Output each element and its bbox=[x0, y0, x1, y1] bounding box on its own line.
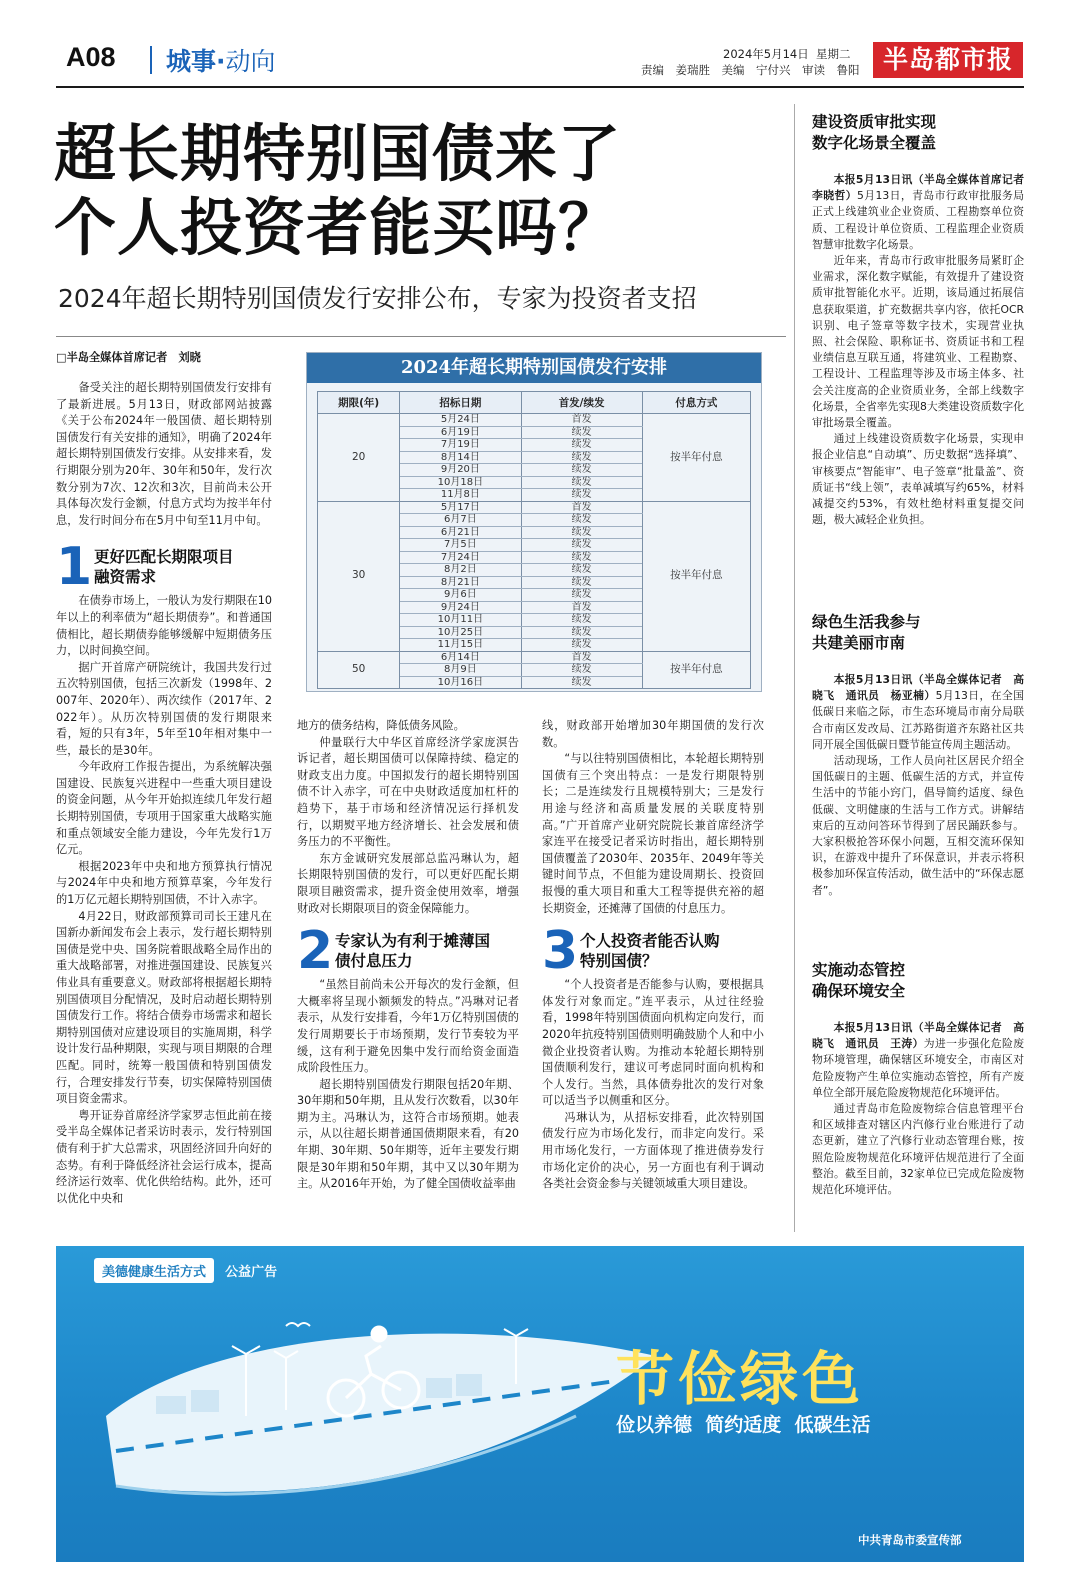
date-cell: 8月2日 bbox=[400, 564, 521, 577]
table-row bbox=[318, 414, 751, 427]
date-cell: 9月20日 bbox=[400, 464, 521, 477]
paragraph: 5月13日，在全国低碳日来临之际，市生态环境局市南分局联合市南区发改局、江苏路街道齐东路社区共同开展全国低碳日暨节能宣传周主题活动。 bbox=[812, 689, 1025, 751]
issue-type-cell: 续发 bbox=[521, 476, 642, 489]
table-header-cell: 期限(年) bbox=[318, 392, 400, 414]
issuance-table-panel bbox=[306, 352, 762, 692]
paragraph: 根据2023年中央和地方预算执行情况与2024年中央和地方预算草案，今年发行的1万亿元超长期特别国债，不计入赤字。 bbox=[56, 859, 272, 907]
paragraph: 活动现场，工作人员向社区居民介绍全国低碳日的主题、低碳生活的方式，并宣传生活中的节能小窍门，倡导简约适度、绿色低碳、文明健康的生活与工作方式。讲解结束后的互动问答环节得到了居民踊跃参与。大家积极抢答环保小问题，互相交流环保知识，在游戏中提升了环保意识，并表示将积极参加环保宣传活动，做生活中的“环保志愿者”。 bbox=[812, 754, 1024, 897]
byline: □半岛全媒体首席记者 刘晓 bbox=[56, 351, 201, 364]
paragraph: 今年政府工作报告提出，为系统解决强国建设、民族复兴进程中一些重大项目建设的资金问题，从今年开始拟连续几年发行超长期特别国债，专项用于国家重大战略实施和重点领域安全能力建设，今年先发行1万亿元。 bbox=[56, 760, 272, 857]
news-brief-2 bbox=[812, 612, 1024, 930]
payment-cell: 按半年付息 bbox=[642, 501, 750, 651]
date-cell: 6月21日 bbox=[400, 526, 521, 539]
section-title: 更好匹配长期限项目融资需求 bbox=[94, 548, 234, 587]
date-cell: 9月6日 bbox=[400, 589, 521, 602]
date-cell: 7月5日 bbox=[400, 539, 521, 552]
section-number: 3 bbox=[542, 921, 579, 982]
intro-paragraph: 备受关注的超长期特别国债发行安排有了最新进展。5月13日，财政部网站披露《关于公布2024年一般国债、超长期特别国债发行有关安排的通知》，明确了2024年超长期特别国债发行安排。从安排来看，发行期限分别为20年、30年和50年，发行次数分别为7次、12次和3次，目前尚未公开具体每次发行金额，付息方式均为按半年付息，发行时间分布在5月中旬至11月中旬。 bbox=[56, 381, 272, 527]
date-cell: 5月24日 bbox=[400, 414, 521, 427]
date-cell: 11月15日 bbox=[400, 639, 521, 652]
brief-title: 数字化场景全覆盖 bbox=[812, 134, 937, 152]
brief-title: 实施动态管控 bbox=[812, 961, 906, 979]
paragraph: “与以往特别国债相比，本轮超长期特别国债有三个突出特点：一是发行期限特别长；二是连续发行且规模特别大；三是发行用途与经济和高质量发展的关联度特别高。”广开首席产业研究院院长兼首席经济学家连平在接受记者采访时指出，超长期特别国债覆盖了2030年、2035年、2049年等关键时间节点，不但能为建设周期长、投资回报慢的重大项目和重大工程等提供充裕的超长期资金，还摊薄了国债的付息压力。 bbox=[542, 752, 764, 915]
issue-type-cell: 续发 bbox=[521, 626, 642, 639]
section-sub: 动向 bbox=[225, 47, 276, 76]
paragraph: 通过上线建设资质数字化场景，实现申报企业信息“自动填”、历史数据“选择填”、审核要点“智能审”、电子签章“批量盖”、资质证书“线上领”，表单减填写约65%，材料减提交约53%，有效杜绝材料重复提交问题，极大减轻企业负担。 bbox=[812, 432, 1024, 527]
ad-slogan: 节俭绿色 bbox=[616, 1345, 865, 1413]
section-title: 个人投资者能否认购特别国债？ bbox=[580, 932, 720, 971]
issue-type-cell: 首发 bbox=[521, 414, 642, 427]
issue-type-cell: 续发 bbox=[521, 539, 642, 552]
table-row bbox=[318, 501, 751, 514]
issue-type-cell: 续发 bbox=[521, 451, 642, 464]
headline-rule bbox=[56, 336, 786, 337]
paragraph: 东方金诚研究发展部总监冯琳认为，超长期限特别国债的发行，可以更好匹配长期限项目融资需求，提升资金使用效率，增强财政对长期限项目的资金保障能力。 bbox=[297, 851, 519, 915]
paragraph: 近年来，青岛市行政审批服务局紧盯企业需求，深化数字赋能，有效提升了建设资质审批智能化水平。近期，该局通过拓展信息获取渠道，扩充数据共享内容，依托OCR识别、电子签章等数字技术，实现营业执照、社会保险、职称证书、资质证书和工程业绩信息互联互通，将建筑业、工程勘察、工程设计、工程监理等涉及市场主体多、社会关注度高的企业资质业务，全部上线数字化场景，全省率先实现8大类建设资质数字化审批场景全覆盖。 bbox=[812, 254, 1025, 430]
date-cell: 5月17日 bbox=[400, 501, 521, 514]
date-cell: 10月18日 bbox=[400, 476, 521, 489]
paragraph: 在债券市场上，一般认为发行期限在10年以上的利率债为“超长期债券”。和普通国债相比，超长期债券能够缓解中短期债务压力，以时间换空间。 bbox=[56, 594, 272, 658]
paragraph: 线，财政部开始增加30年期国债的发行次数。 bbox=[542, 719, 764, 749]
issue-type-cell: 续发 bbox=[521, 551, 642, 564]
section-number: 2 bbox=[297, 921, 334, 982]
date-cell: 8月14日 bbox=[400, 451, 521, 464]
term-cell: 30 bbox=[318, 501, 400, 651]
table-row bbox=[318, 651, 751, 664]
section-name: 城事 bbox=[166, 47, 217, 76]
ad-tag: 美德健康生活方式 bbox=[94, 1258, 214, 1283]
paragraph: 地方的债务结构，降低债务风险。 bbox=[297, 719, 465, 732]
header-rule bbox=[56, 86, 1024, 88]
paragraph: 冯琳认为，从招标安排看，此次特别国债发行应为市场化发行，而非定向发行。采用市场化发行，一方面体现了推进债券发行市场化定价的决心，另一方面也有利于调动各类社会资金参与关键领域重大项目建设。 bbox=[542, 1110, 764, 1191]
date-cell: 10月25日 bbox=[400, 626, 521, 639]
news-brief-1 bbox=[812, 112, 1035, 582]
brief-title: 共建美丽市南 bbox=[812, 634, 906, 652]
issue-type-cell: 续发 bbox=[521, 576, 642, 589]
table-header-cell: 付息方式 bbox=[642, 392, 750, 414]
issue-date: 2024年5月14日 bbox=[723, 47, 809, 61]
issue-weekday: 星期二 bbox=[816, 47, 851, 61]
table-header-cell: 招标日期 bbox=[400, 392, 521, 414]
paragraph: 4月22日，财政部预算司司长王建凡在国新办新闻发布会上表示，发行超长期特别国债是党中央、国务院着眼战略全局作出的重大战略部署，对推进强国建设、民族复兴伟业具有重要意义。财政部将根据超长期特别国债项目分配情况，及时启动超长期特别国债发行工作。将结合债券市场需求和超长期特别国债对应建设项目的实施周期，科学设计发行品种期限，实现与项目期限的合理匹配。同时，统筹一般国债和特别国债发行，合理安排发行节奏，切实保障特别国债项目资金需求。 bbox=[56, 909, 272, 1106]
brief-lead: 本报5月13日讯（半岛全媒体记者 高晓飞 通讯员 王涛） bbox=[812, 1021, 1024, 1051]
section-number: 1 bbox=[56, 537, 93, 598]
brief-title: 绿色生活我参与 bbox=[812, 613, 921, 631]
date-cell: 6月19日 bbox=[400, 426, 521, 439]
issue-type-cell: 首发 bbox=[521, 651, 642, 664]
paragraph: 据广开首席产研院统计，我国共发行过五次特别国债，包括三次新发（1998年、2007年、2020年）、两次续作（2017年、2022年）。从历次特别国债的发行期限来看，短的只有3年，5年至10年相对集中一些，最长的是30年。 bbox=[56, 660, 272, 757]
issue-type-cell: 续发 bbox=[521, 426, 642, 439]
page-header bbox=[0, 0, 1080, 90]
newspaper-logo: 半岛都市报 bbox=[873, 42, 1023, 78]
subheadline: 2024年超长期特别国债发行安排公布，专家为投资者支招 bbox=[58, 284, 697, 313]
date-cell: 6月7日 bbox=[400, 514, 521, 527]
issue-type-cell: 续发 bbox=[521, 589, 642, 602]
page-number: A08 bbox=[66, 42, 116, 72]
sidebar-divider bbox=[794, 104, 795, 1232]
news-brief-3 bbox=[812, 960, 1024, 1240]
section-2-heading bbox=[297, 921, 519, 982]
ad-sponsor: 中共青岛市委宣传部 bbox=[858, 1533, 962, 1547]
date-cell: 8月21日 bbox=[400, 576, 521, 589]
payment-cell: 按半年付息 bbox=[642, 651, 750, 689]
brief-lead: 本报5月13日讯（半岛全媒体首席记者 李晓哲） bbox=[812, 173, 1035, 203]
date-cell: 9月24日 bbox=[400, 601, 521, 614]
date-cell: 10月11日 bbox=[400, 614, 521, 627]
issue-type-cell: 首发 bbox=[521, 601, 642, 614]
issue-type-cell: 续发 bbox=[521, 464, 642, 477]
issue-type-cell: 续发 bbox=[521, 514, 642, 527]
editor-credits: 责编 姜瑞胜 美编 宁付兴 审读 鲁阳 bbox=[641, 63, 860, 77]
leaf-shape bbox=[106, 1334, 656, 1492]
issue-type-cell: 首发 bbox=[521, 501, 642, 514]
table-header-cell: 首发/续发 bbox=[521, 392, 642, 414]
paragraph: 仲量联行大中华区首席经济学家庞溟告诉记者，超长期国债可以保障持续、稳定的财政支出力度。中国拟发行的超长期特别国债不计入赤字，可在中央财政适度加杠杆的趋势下，基于市场和经济情况运行择机发行，以期熨平地方经济增长、社会发展和债务压力的不平衡性。 bbox=[297, 735, 519, 849]
date-cell: 8月9日 bbox=[400, 664, 521, 677]
paragraph: 粤开证券首席经济学家罗志恒此前在接受半岛全媒体记者采访时表示，发行特别国债有利于扩大总需求，巩固经济回升向好的态势。有利于降低经济社会运行成本，提高经济运行效率、优化供给结构。此外，还可以优化中央和 bbox=[56, 1108, 272, 1205]
date-cell: 6月14日 bbox=[400, 651, 521, 664]
date-cell: 7月24日 bbox=[400, 551, 521, 564]
brief-lead: 本报5月13日讯（半岛全媒体记者 高晓飞 通讯员 杨亚楠） bbox=[812, 673, 1024, 703]
date-cell: 7月19日 bbox=[400, 439, 521, 452]
public-service-ad bbox=[56, 1246, 1024, 1562]
paragraph: “虽然目前尚未公开每次的发行金额，但大概率将呈现小额频发的特点。”冯琳对记者表示，从发行安排看，今年1万亿特别国债的发行周期要长于市场预期，发行节奏较为平缓，这有利于避免因集中发行而给资金面造成阶段性压力。 bbox=[297, 978, 519, 1075]
issuance-table bbox=[317, 391, 751, 689]
term-cell: 20 bbox=[318, 414, 400, 502]
issue-type-cell: 续发 bbox=[521, 489, 642, 502]
term-cell: 50 bbox=[318, 651, 400, 689]
issue-type-cell: 续发 bbox=[521, 614, 642, 627]
issue-type-cell: 续发 bbox=[521, 676, 642, 689]
column-1 bbox=[56, 350, 272, 1242]
table-title: 2024年超长期特别国债发行安排 bbox=[307, 353, 761, 383]
paragraph: 通过青岛市危险废物综合信息管理平台和区域排查对辖区内汽修行业台账进行了动态更新，建立了汽修行业动态管理台账，按照危险废物规范化环境评估规范进行了全面整治。截至目前，32家单位已完成危险废物规范化环境评估。 bbox=[812, 1102, 1024, 1197]
section-dot: · bbox=[216, 47, 226, 76]
column-3 bbox=[542, 718, 764, 1242]
payment-cell: 按半年付息 bbox=[642, 414, 750, 502]
date-cell: 11月8日 bbox=[400, 489, 521, 502]
section-title: 专家认为有利于摊薄国债付息压力 bbox=[335, 932, 491, 971]
issue-type-cell: 续发 bbox=[521, 639, 642, 652]
brief-title: 确保环境安全 bbox=[812, 982, 906, 1000]
paragraph: 为进一步强化危险废物环境管理，确保辖区环境安全，市南区对危险废物产生单位实施动态管控，所有产废单位全部开展危险废物规范化环境评估。 bbox=[812, 1037, 1025, 1099]
section-1-heading bbox=[56, 537, 272, 598]
sidebar bbox=[812, 112, 1035, 1240]
brief-title: 建设资质审批实现 bbox=[812, 113, 937, 131]
column-2 bbox=[297, 718, 519, 1242]
headline-line-1: 超长期特别国债来了 bbox=[54, 117, 622, 190]
headline-line-2: 个人投资者能买吗？ bbox=[54, 191, 622, 264]
leaf-illustration bbox=[96, 1286, 656, 1562]
paragraph: “个人投资者是否能参与认购，要根据具体发行对象而定。”连平表示，从过往经验看，1998年特别国债面向机构定向发行，而2020年抗疫特别国债则明确鼓励个人和中小微企业投资者认购。为推动本轮超长期特别国债顺利发行，建议可考虑同时面向机构和个人发行。当然，具体债券批次的发行对象可以适当予以侧重和区分。 bbox=[542, 978, 764, 1108]
ad-subtitle: 俭以养德 简约适度 低碳生活 bbox=[616, 1414, 871, 1436]
section-3-heading bbox=[542, 921, 764, 982]
issue-type-cell: 续发 bbox=[521, 564, 642, 577]
issue-type-cell: 续发 bbox=[521, 526, 642, 539]
paragraph: 5月13日，青岛市行政审批服务局正式上线建筑业企业资质、工程勘察单位资质、工程设计单位资质、工程监理企业资质智慧审批数字化场景。 bbox=[812, 189, 1025, 251]
date-cell: 10月16日 bbox=[400, 676, 521, 689]
ad-tag-label: 公益广告 bbox=[225, 1265, 278, 1280]
issue-type-cell: 续发 bbox=[521, 664, 642, 677]
issue-type-cell: 续发 bbox=[521, 439, 642, 452]
paragraph: 超长期特别国债发行期限包括20年期、30年期和50年期，且从发行次数看，以30年期为主。冯琳认为，这符合市场预期。她表示，从以往超长期普通国债期限来看，有20年期、30年期、50年期等，近年主要发行期限是30年期和50年期，其中又以30年期为主。从2016年开始，为了健全国债收益率曲 bbox=[297, 1077, 519, 1191]
header-divider bbox=[150, 46, 152, 74]
